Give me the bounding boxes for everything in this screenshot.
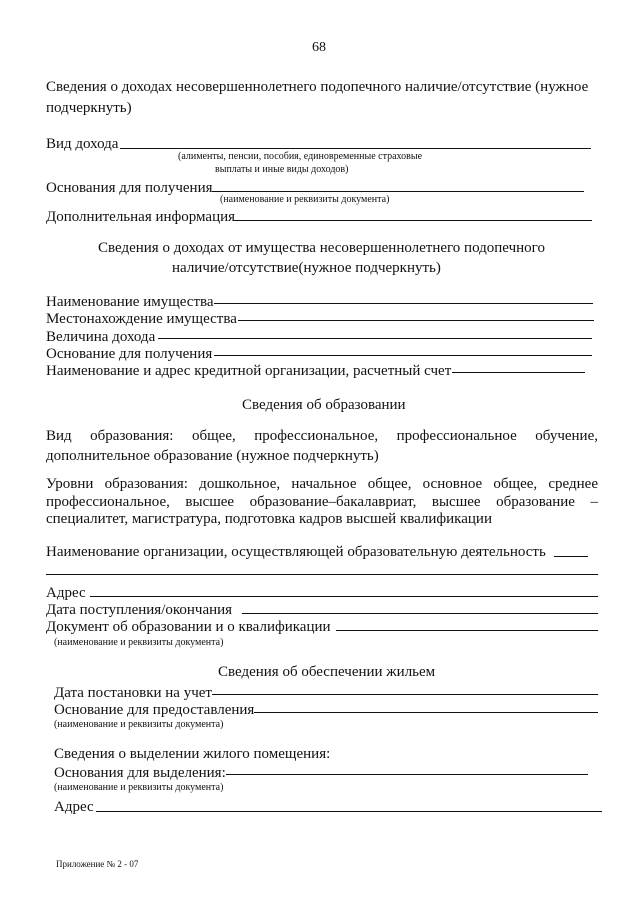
- bank-field[interactable]: [452, 372, 585, 373]
- housing-allocation-basis-hint: (наименование и реквизиты документа): [54, 782, 224, 793]
- income-basis-label: Основания для получения: [46, 180, 213, 196]
- property-name-field[interactable]: [214, 303, 593, 304]
- income-amount-label: Величина дохода: [46, 329, 156, 345]
- property-basis-field[interactable]: [214, 355, 592, 356]
- housing-provision-basis-hint: (наименование и реквизиты документа): [54, 719, 224, 730]
- education-levels-line2: профессиональное, высшее образование–бакалавриат, высшее образование –: [46, 494, 598, 510]
- housing-registration-date-field[interactable]: [212, 694, 598, 695]
- income-basis-hint: (наименование и реквизиты документа): [220, 194, 390, 205]
- housing-section-title: Сведения об обеспечении жильем: [218, 664, 436, 680]
- income-amount-field[interactable]: [158, 338, 592, 339]
- income-basis-field[interactable]: [212, 191, 584, 192]
- education-document-hint: (наименование и реквизиты документа): [54, 637, 224, 648]
- income-section-title-line2: подчеркнуть): [46, 100, 132, 116]
- education-document-label: Документ об образовании и о квалификации: [46, 619, 331, 635]
- income-type-label: Вид дохода: [46, 136, 119, 152]
- education-section-title: Сведения об образовании: [242, 397, 406, 413]
- education-dates-label: Дата поступления/окончания: [46, 602, 233, 618]
- education-levels-line1: Уровни образования: дошкольное, начальное общее, основное общее, среднее: [46, 476, 598, 492]
- education-org-label: Наименование организации, осуществляющей образовательную деятельность: [46, 544, 546, 560]
- property-location-label: Местонахождение имущества: [46, 311, 237, 327]
- bank-label: Наименование и адрес кредитной организации, расчетный счет: [46, 363, 452, 379]
- page-number: 68: [312, 40, 326, 55]
- education-org-field[interactable]: [554, 556, 588, 557]
- housing-address-field[interactable]: [96, 811, 602, 812]
- property-basis-label: Основание для получения: [46, 346, 213, 362]
- housing-allocation-title: Сведения о выделении жилого помещения:: [54, 746, 331, 762]
- income-type-hint-line2: выплаты и иные виды доходов): [215, 164, 349, 175]
- housing-registration-date-label: Дата постановки на учет: [54, 685, 212, 701]
- income-additional-field[interactable]: [234, 220, 592, 221]
- education-address-field[interactable]: [90, 596, 598, 597]
- property-section-title-line2: наличие/отсутствие(нужное подчеркнуть): [172, 260, 441, 276]
- housing-address-label: Адрес: [54, 799, 94, 815]
- education-type-line2: дополнительное образование (нужное подчеркнуть): [46, 448, 379, 464]
- income-type-field[interactable]: [120, 148, 591, 149]
- property-name-label: Наименование имущества: [46, 294, 214, 310]
- education-org-field-line2[interactable]: [46, 574, 598, 575]
- housing-allocation-basis-field[interactable]: [226, 774, 588, 775]
- education-levels-line3: специалитет, магистратура, подготовка кадров высшей квалификации: [46, 511, 492, 527]
- appendix-note: Приложение № 2 - 07: [56, 859, 139, 869]
- education-document-field[interactable]: [336, 630, 598, 631]
- income-type-hint-line1: (алименты, пенсии, пособия, единовременные страховые: [178, 151, 423, 162]
- education-address-label: Адрес: [46, 585, 86, 601]
- housing-provision-basis-label: Основание для предоставления: [54, 702, 255, 718]
- income-section-title-line1: Сведения о доходах несовершеннолетнего подопечного наличие/отсутствие (нужное: [46, 79, 589, 95]
- property-section-title-line1: Сведения о доходах от имущества несовершеннолетнего подопечного: [98, 240, 545, 256]
- property-location-field[interactable]: [238, 320, 594, 321]
- housing-provision-basis-field[interactable]: [254, 712, 598, 713]
- income-additional-label: Дополнительная информация: [46, 209, 236, 225]
- education-type-line1: Вид образования: общее, профессиональное, профессиональное обучение,: [46, 428, 598, 444]
- housing-allocation-basis-label: Основания для выделения:: [54, 765, 226, 781]
- education-dates-field[interactable]: [242, 613, 598, 614]
